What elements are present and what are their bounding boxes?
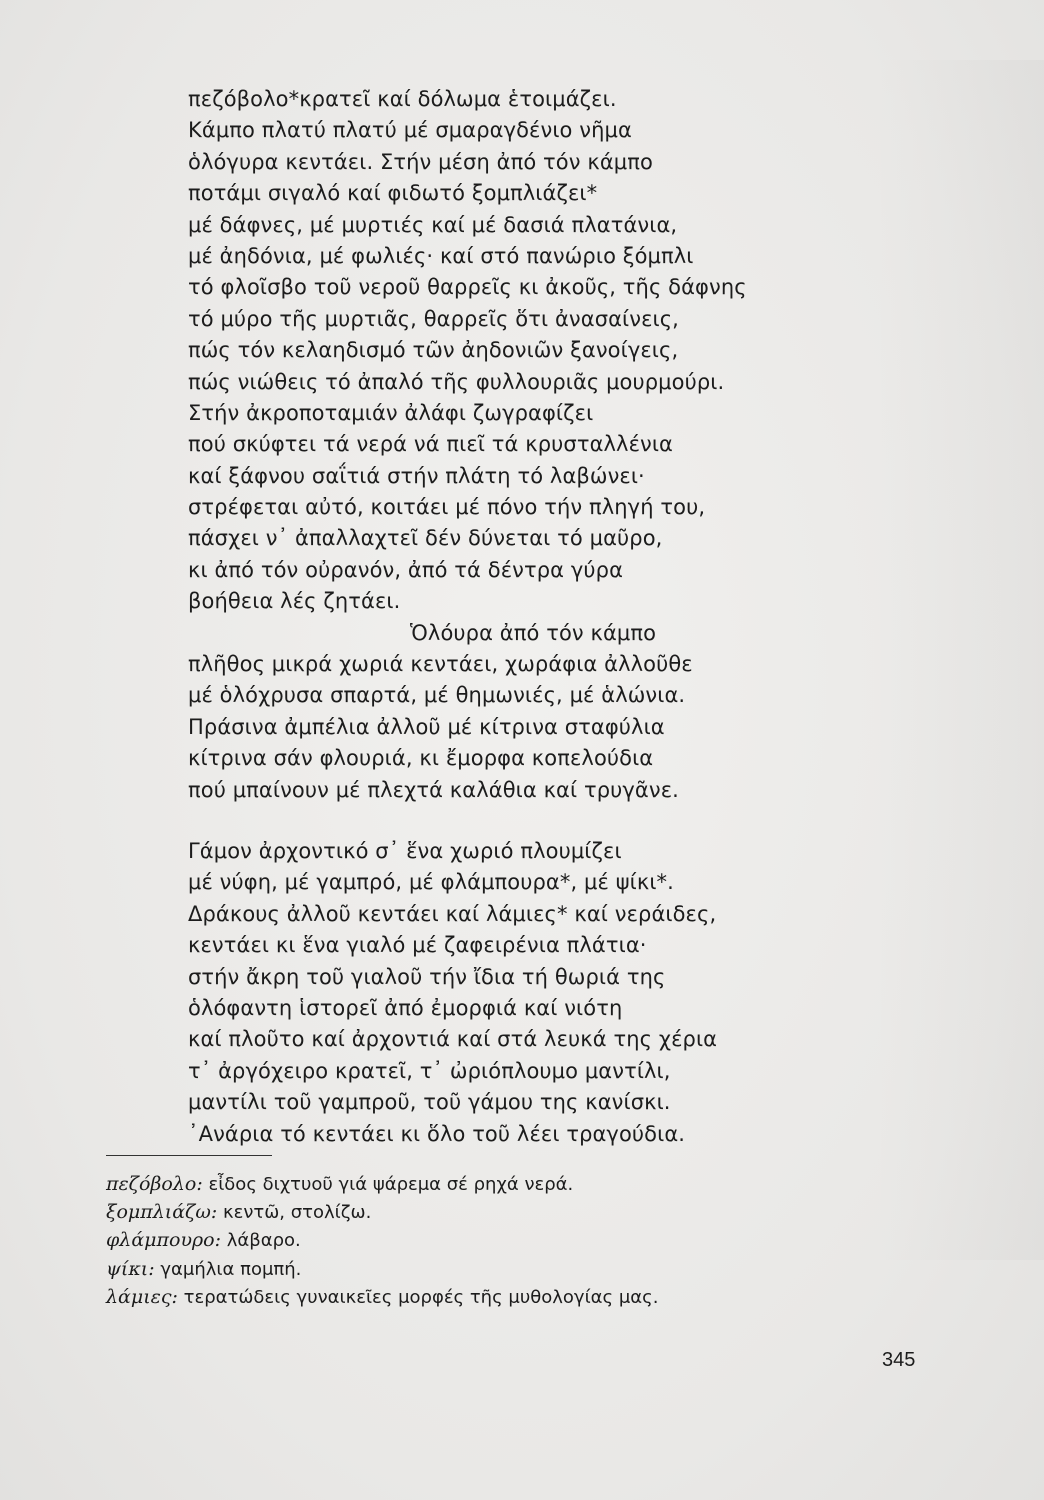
poem-line: καί ξάφνου σαΐτιά στήν πλάτη τό λαβώνει· [188, 463, 645, 488]
poem-line: τό φλοῖσβο τοῦ νεροῦ θαρρεῖς κι ἀκοῦς, τῆς δάφνης [188, 275, 747, 300]
poem-line: τό μύρο τῆς μυρτιᾶς, θαρρεῖς ὅτι ἀνασαίνεις, [188, 306, 679, 331]
footnotes [106, 1170, 926, 1311]
footnote-definition: κεντῶ, στολίζω. [223, 1202, 372, 1224]
poem-line: μέ ἀηδόνια, μέ φωλιές· καί στό πανώριο ξόμπλι [188, 243, 694, 268]
poem-line: πεζόβολο*κρατεῖ καί δόλωμα ἑτοιμάζει. [188, 87, 617, 111]
poem-line: ποτάμι σιγαλό καί φιδωτό ξομπλιάζει* [188, 181, 598, 206]
footnote-definition: εἶδος διχτυοῦ γιά ψάρεμα σέ ρηχά νερά. [208, 1174, 574, 1195]
poem-line: Στήν ἀκροποταμιάν ἀλάφι ζωγραφίζει [188, 400, 594, 425]
page-number: 345 [882, 1349, 916, 1371]
poem-line: πώς τόν κελαηδισμό τῶν ἀηδονιῶν ξανοίγεις, [188, 338, 679, 363]
footnote-item [106, 1170, 926, 1198]
poem-line: βοήθεια λές ζητάει. [188, 589, 401, 614]
poem-line: Δράκους ἀλλοῦ κεντάει καί λάμιες* καί νεράιδες, [188, 901, 717, 926]
poem-line: πού μπαίνουν μέ πλεχτά καλάθια καί τρυγᾶνε. [188, 777, 679, 802]
poem-line: μέ ὁλόχρυσα σπαρτά, μέ θημωνιές, μέ ἁλώνια. [188, 683, 686, 708]
poem-line: ᾽Ανάρια τό κεντάει κι ὅλο τοῦ λέει τραγούδια. [188, 1121, 686, 1146]
footnote-definition: λάβαρο. [226, 1230, 301, 1252]
footnote-term: ψίκι: [106, 1257, 155, 1280]
poem-line: πλῆθος μικρά χωριά κεντάει, χωράφια ἀλλοῦθε [188, 652, 693, 677]
footnote-divider [106, 1155, 272, 1156]
poem-line: μέ δάφνες, μέ μυρτιές καί μέ δασιά πλατάνια, [188, 212, 678, 237]
footnote-item [106, 1255, 926, 1283]
poem-body [188, 84, 888, 1150]
poem-line: πώς νιώθεις τό ἀπαλό τῆς φυλλουριᾶς μουρμούρι. [188, 369, 725, 394]
poem-line: μαντίλι τοῦ γαμπροῦ, τοῦ γάμου της κανίσκι. [188, 1090, 671, 1115]
poem-line: στήν ἄκρη τοῦ γιαλοῦ τήν ἴδια τή θωριά της [188, 964, 666, 989]
footnote-item [106, 1283, 926, 1311]
footnote-term: φλάμπουρο: [106, 1229, 222, 1252]
poem-line: καί πλοῦτο καί ἀρχοντιά καί στά λευκά της χέρια [188, 1027, 718, 1052]
footnote-item [106, 1198, 926, 1226]
footnote-term: λάμιες: [106, 1285, 178, 1308]
poem-line: κίτρινα σάν φλουριά, κι ἔμορφα κοπελούδια [188, 746, 654, 771]
poem-line: Κάμπο πλατύ πλατύ μέ σμαραγδένιο νῆμα [188, 118, 632, 143]
poem-line: μέ νύφη, μέ γαμπρό, μέ φλάμπουρα*, μέ ψίκι*. [188, 870, 674, 895]
footnote-item [106, 1226, 926, 1254]
poem-line-indented: Ὁλόυρα ἀπό τόν κάμπο [410, 620, 657, 645]
poem-line: στρέφεται αὐτό, κοιτάει μέ πόνο τήν πληγή του, [188, 495, 706, 520]
poem-line: κι ἀπό τόν οὐρανόν, ἀπό τά δέντρα γύρα [188, 557, 624, 582]
footnote-term: ξομπλιάζω: [106, 1201, 218, 1224]
poem-line: πού σκύφτει τά νερά νά πιεῖ τά κρυσταλλένια [188, 432, 674, 457]
poem-line: κεντάει κι ἕνα γιαλό μέ ζαφειρένια πλάτια· [188, 933, 647, 958]
poem-line: πάσχει ν᾽ ἀπαλλαχτεῖ δέν δύνεται τό μαῦρο, [188, 526, 663, 551]
poem-line: Πράσινα ἀμπέλια ἀλλοῦ μέ κίτρινα σταφύλια [188, 714, 665, 739]
footnote-definition: τερατώδεις γυναικεῖες μορφές τῆς μυθολογίας μας. [183, 1286, 659, 1308]
footnote-term: πεζόβολο: [106, 1173, 203, 1195]
poem-line: Γάμον ἀρχοντικό σ᾽ ἕνα χωριό πλουμίζει [188, 838, 622, 863]
bleed-through-shadow [874, 60, 1044, 1260]
poem-line: τ᾽ ἀργόχειρο κρατεῖ, τ᾽ ὠριόπλουμο μαντίλι, [188, 1058, 671, 1083]
footnote-definition: γαμήλια πομπή. [160, 1258, 302, 1280]
poem-line: ὁλόφαντη ἱστορεῖ ἀπό ἐμορφιά καί νιότη [188, 995, 623, 1020]
poem-line: ὁλόγυρα κεντάει. Στήν μέση ἀπό τόν κάμπο [188, 149, 653, 174]
stanza-gap [188, 806, 888, 836]
